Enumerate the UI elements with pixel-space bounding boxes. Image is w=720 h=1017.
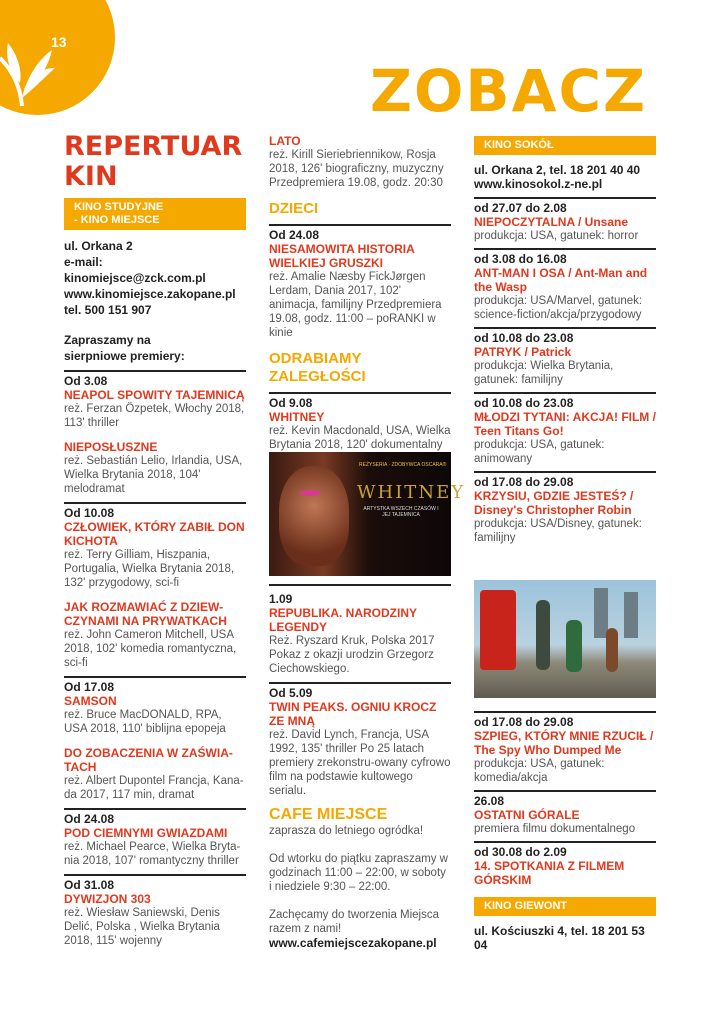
screening-block (474, 711, 656, 785)
cinema-tag-sokol: KINO SOKÓŁ (474, 136, 656, 155)
screening-block (64, 676, 246, 802)
screening-block (64, 370, 246, 496)
screening-date: od 27.07 do 2.08 (474, 201, 567, 215)
poster-subtitle: ARTYSTKA WSZECH CZASÓW I JEJ TAJEMNICA (363, 506, 439, 518)
screenings-list (474, 711, 656, 887)
film-title: NIEPOSŁUSZNE (64, 440, 158, 454)
cafe-url[interactable]: www.cafemiejscezakopane.pl (269, 936, 437, 950)
film-title: KRZYSIU, GDZIE JESTEŚ? / Disney's Christopher Robin (474, 489, 634, 517)
film-title: SAMSON (64, 694, 117, 708)
screening-date: od 3.08 do 16.08 (474, 252, 567, 266)
divider (474, 841, 656, 843)
screenings-list (64, 370, 246, 948)
poster-title: WHITNEY (357, 482, 466, 503)
film-title: SZPIEG, KTÓRY MNIE RZUCIŁ / The Spy Who Dumped Me (474, 729, 654, 757)
column-1 (64, 198, 246, 948)
cinema-tag-studyjne: KINO STUDYJNE - KINO MIEJSCE (64, 198, 246, 230)
screening-date: Od 5.09 (269, 686, 313, 700)
screening-date: Od 24.08 (269, 228, 320, 242)
film-title: 14. SPOTKANIA Z FILMEM GÓRSKIM (474, 859, 625, 887)
film-title: DO ZOBACZENIA W ZAŚWIA-TACH (64, 746, 233, 774)
screening-date: od 10.08 do 23.08 (474, 331, 574, 345)
screening-date: 26.08 (474, 794, 505, 808)
screening-date: Od 17.08 (64, 680, 115, 694)
cinema-address: ul. Kościuszki 4, tel. 18 201 53 04 (474, 924, 645, 952)
film-title: OSTATNI GÓRALE (474, 808, 580, 822)
screenings-list (474, 197, 656, 545)
film-info: reż. Albert Dupontel Francja, Kana-da 2017, 117 min, dramat (64, 775, 244, 801)
column-3 (474, 136, 656, 545)
film-title: MŁODZI TYTANI: AKCJA! FILM / Teen Titans Go! (474, 410, 656, 438)
screening-block (64, 808, 246, 868)
film-info: reż. Kevin Macdonald, USA, Wielka Brytania 2018, 120' dokumentalny (269, 425, 451, 451)
intro-text: Zapraszamy na sierpniowe premiery: (64, 333, 185, 363)
film-info: reż. Wiesław Saniewski, Denis Delić, Polska , Wielka Brytania 2018, 115' wojenny (64, 907, 220, 947)
film-info: reż. Ferzan Özpetek, Włochy 2018, 113' thriller (64, 403, 245, 429)
column-2 (269, 134, 451, 452)
screening-date: Od 9.08 (269, 396, 313, 410)
screening-date: od 10.08 do 23.08 (474, 396, 574, 410)
screening-date: Od 3.08 (64, 374, 108, 388)
film-title: POD CIEMNYMI GWIAZDAMI (64, 826, 228, 840)
screening-block (64, 874, 246, 948)
screening-block (64, 502, 246, 670)
divider (64, 874, 246, 876)
film-info: produkcja: USA, gatunek: komedia/akcja (474, 758, 605, 784)
screening-date: 1.09 (269, 592, 293, 606)
section-cafe: CAFE MIEJSCE (269, 806, 388, 823)
screening-date: Od 10.08 (64, 506, 115, 520)
film-info: reż. Amalie Næsby FickJørgen Lerdam, Dania 2017, 102' animacja, familijny Przedpremiera 19.08, godz. 11:00 – poRANKI w kinie (269, 271, 442, 339)
film-title: JAK ROZMAWIAĆ Z DZIEW-CZYNAMI NA PRYWATKACH (64, 600, 227, 628)
screening-block (474, 790, 656, 836)
screening-block (474, 327, 656, 387)
film-info: produkcja: USA, gatunek: animowany (474, 439, 605, 465)
column-2-lower (269, 584, 451, 950)
screening-block (474, 841, 656, 887)
divider (64, 676, 246, 678)
section-header: ZOBACZ (370, 57, 648, 125)
poster-credit: REŻYSERIA · ZDOBYWCA OSCARA® (359, 462, 447, 468)
film-title: NIEPOCZYTALNA / Unsane (474, 215, 629, 229)
cinema-address (64, 238, 246, 318)
film-info: reż. Kirill Sieriebriennikow, Rosja 2018, 126' biograficzny, muzyczny Przedpremiera 19.08, godz. 20:30 (269, 149, 444, 189)
column-3-lower (474, 707, 656, 952)
screening-block (474, 471, 656, 545)
page-number: 13 (51, 34, 67, 50)
film-title: ANT-MAN I OSA / Ant-Man and the Wasp (474, 266, 648, 294)
divider (474, 711, 656, 713)
phone-line: tel. 500 151 907 (64, 303, 152, 317)
film-info: premiera filmu dokumentalnego (474, 823, 636, 835)
film-info: reż. Bruce MacDONALD, RPA, USA 2018, 110' biblijna epopeja (64, 709, 226, 735)
screening-block (474, 248, 656, 322)
film-title: PATRYK / Patrick (474, 345, 572, 359)
film-info: reż. Terry Gilliam, Hiszpania, Portugalia, Wielka Brytania 2018, 132' przygodowy, sci-fi (64, 549, 235, 589)
film-info: produkcja: USA/Marvel, gatunek: science-fiction/akcja/przygodowy (474, 295, 643, 321)
title-line-2: KIN (64, 161, 118, 192)
divider (474, 248, 656, 250)
cafe-invite: Zachęcamy do tworzenia Miejsca razem z nami! (269, 909, 440, 935)
divider (474, 327, 656, 329)
film-info: produkcja: Wielka Brytania, gatunek: familijny (474, 360, 614, 386)
film-title: NIESAMOWITA HISTORIA WIELKIEJ GRUSZKI (269, 242, 415, 270)
divider (474, 471, 656, 473)
website-line: www.kinomiejsce.zakopane.pl (64, 287, 236, 301)
email-line: e-mail: kinomiejsce@zck.com.pl (64, 255, 206, 285)
section-odrabiamy: ODRABIAMY ZALEGŁOŚCI (269, 350, 366, 385)
film-title: NEAPOL SPOWITY TAJEMNICĄ (64, 388, 245, 402)
divider (64, 370, 246, 372)
film-info: reż. Michael Pearce, Wielka Bryta-nia 2018, 107' romantyczny thriller (64, 841, 241, 867)
screening-block (474, 197, 656, 243)
film-info: reż. Sebastián Lelio, Irlandia, USA, Wielka Brytania 2018, 104' melodramat (64, 455, 243, 495)
christopher-robin-image (474, 580, 656, 698)
cinema-address: ul. Orkana 2, tel. 18 201 40 40 (474, 163, 641, 177)
film-title: WHITNEY (269, 410, 325, 424)
cafe-hours: Od wtorku do piątku zapraszamy w godzinach 11:00 – 22:00, w soboty i niedziele 9:30 – 22:00. (269, 853, 448, 893)
screening-date: od 17.08 do 29.08 (474, 715, 574, 729)
divider (474, 392, 656, 394)
whitney-poster-image (269, 452, 466, 576)
divider (64, 808, 246, 810)
title-line-1: REPERTUAR (64, 131, 243, 162)
cafe-text: zaprasza do letniego ogródka! (269, 825, 424, 837)
divider (474, 197, 656, 199)
film-info: reż. David Lynch, Francja, USA 1992, 135' thriller Po 25 latach premiery zrekonstru-owany cyfrowo film na podstawie kultowego serialu. (269, 729, 451, 797)
screening-date: od 17.08 do 29.08 (474, 475, 574, 489)
section-dzieci: DZIECI (269, 200, 319, 217)
film-info: Reż. Ryszard Kruk, Polska 2017 Pokaz z okazji urodzin Grzegorz Ciechowskiego. (269, 635, 435, 675)
cinema-website[interactable]: www.kinosokol.z-ne.pl (474, 177, 603, 191)
divider (64, 502, 246, 504)
film-title: REPUBLIKA. NARODZINY LEGENDY (269, 606, 417, 634)
screening-date: Od 31.08 (64, 878, 115, 892)
film-title: DYWIZJON 303 (64, 892, 151, 906)
screening-date: Od 24.08 (64, 812, 115, 826)
page-title (64, 132, 242, 192)
film-title: CZŁOWIEK, KTÓRY ZABIŁ DON KICHOTA (64, 520, 245, 548)
cinema-tag-giewont: KINO GIEWONT (474, 897, 656, 916)
film-info: reż. John Cameron Mitchell, USA 2018, 102' komedia romantyczna, sci-fi (64, 629, 237, 669)
screening-block (474, 392, 656, 466)
screening-date: od 30.08 do 2.09 (474, 845, 567, 859)
address-line: ul. Orkana 2 (64, 239, 133, 253)
film-title: TWIN PEAKS. OGNIU KROCZ ZE MNĄ (269, 700, 437, 728)
film-title: LATO (269, 134, 301, 148)
film-info: produkcja: USA/Disney, gatunek: familijny (474, 518, 642, 544)
divider (474, 790, 656, 792)
film-info: produkcja: USA, gatunek: horror (474, 230, 639, 242)
